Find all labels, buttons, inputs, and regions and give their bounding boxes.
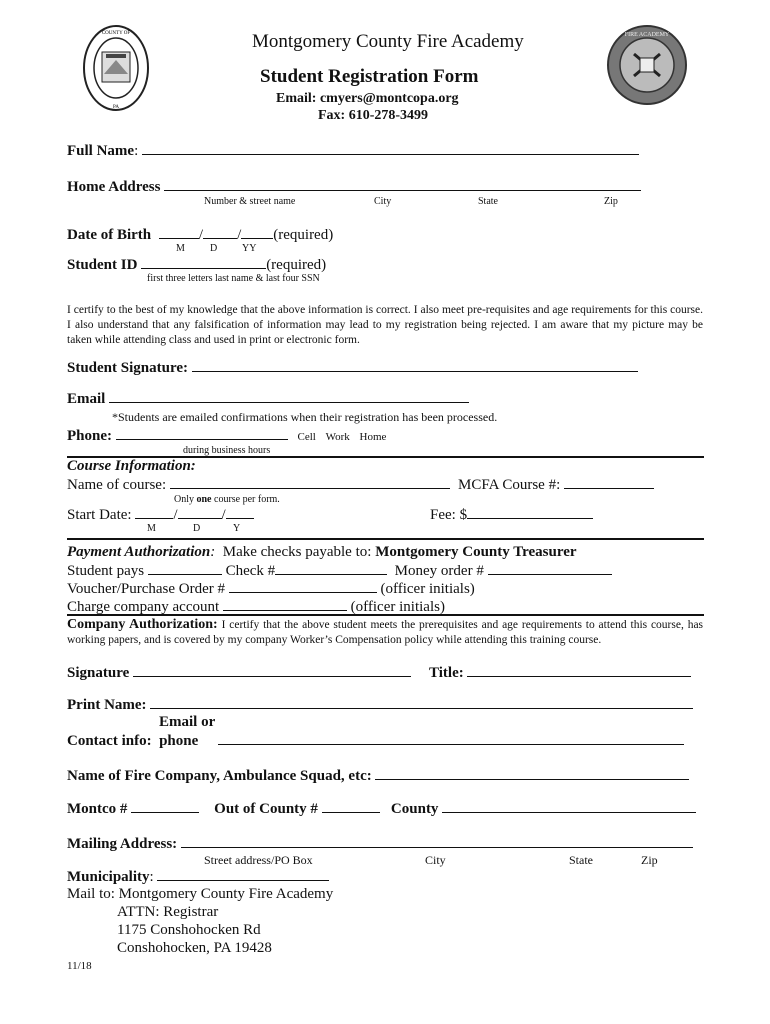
dob-year-field[interactable] [241, 226, 273, 239]
dob-label: Date of Birth [67, 227, 152, 243]
mailing-address-row [67, 835, 693, 853]
start-date-row: Start Date: / / [67, 506, 254, 524]
student-id-field[interactable] [141, 256, 266, 269]
make-checks-label: Make checks payable to: [222, 544, 372, 560]
dob-sep: / [237, 227, 242, 243]
phone-option-cell[interactable]: Cell [297, 431, 316, 443]
student-signature-row [67, 359, 638, 377]
email-label: Email [67, 391, 106, 407]
payment-title-row: Payment Authorization: Make checks payable to: Montgomery County Treasurer [67, 544, 577, 560]
home-address-row [67, 178, 641, 196]
phone-hint: during business hours [183, 445, 271, 456]
addr-hint-state: State [478, 196, 498, 207]
mailing-address-field[interactable] [181, 835, 693, 848]
start-hint-d: D [193, 523, 201, 534]
dob-hint-d: D [210, 243, 218, 254]
start-hint-m: M [147, 523, 156, 534]
print-name-row [67, 696, 693, 714]
student-id-hint: first three letters last name & last four SSN [147, 273, 320, 284]
addr-hint-zip: Zip [604, 196, 618, 207]
mail-city-line: Conshohocken, PA 19428 [117, 940, 272, 956]
charge-field[interactable] [223, 598, 347, 611]
course-hint-post: course per form. [211, 494, 280, 505]
fire-company-row [67, 767, 689, 785]
student-pays-row [67, 562, 612, 580]
course-info-title-text: Course Information [67, 458, 191, 474]
payee-name: Montgomery County Treasurer [375, 544, 577, 560]
mcfa-course-field[interactable] [564, 476, 654, 489]
mail-to-line: Mail to: Montgomery County Fire Academy [67, 886, 334, 902]
certification-text: I certify to the best of my knowledge that the above information is correct. I also meet pre-requisites and age requirements for this course. I also understand that any falsification of information may lead to my registration being rejected. I am aware that my picture may be taken while attending class and used in print or electronic form. [67, 304, 703, 346]
course-name-label: Name of course: [67, 477, 167, 493]
mail-hint-zip: Zip [641, 853, 658, 867]
mail-attn-line: ATTN: Registrar [117, 904, 219, 920]
svg-text:FIRE ACADEMY: FIRE ACADEMY [624, 32, 670, 38]
company-title-field[interactable] [467, 664, 691, 677]
county-seal-logo [82, 24, 150, 112]
email-field[interactable] [109, 390, 469, 403]
student-signature-label: Student Signature: [67, 360, 188, 376]
charge-initials: (officer initials) [350, 599, 445, 615]
student-id-row [67, 256, 326, 274]
student-pays-field[interactable] [148, 562, 222, 575]
home-address-label: Home Address [67, 179, 161, 195]
montco-label: Montco # [67, 801, 128, 817]
phone-row [67, 427, 386, 445]
print-name-field[interactable] [150, 696, 693, 709]
course-info-title: Course Information: [67, 458, 196, 474]
dob-sep: / [198, 227, 204, 243]
phone-label: Phone: [67, 428, 112, 444]
dob-day-field[interactable] [203, 226, 237, 239]
svg-text:PA: PA [113, 105, 119, 110]
full-name-field[interactable] [142, 142, 639, 155]
addr-hint-city: City [374, 196, 392, 207]
email-note: *Students are emailed confirmations when their registration has been processed. [112, 410, 498, 424]
print-name-label: Print Name: [67, 697, 147, 713]
check-label: Check # [225, 563, 276, 579]
mail-hint-city: City [425, 853, 446, 867]
company-title-row [429, 664, 691, 682]
student-id-label: Student ID [67, 257, 138, 273]
charge-label: Charge company account [67, 599, 220, 615]
fire-company-field[interactable] [375, 767, 689, 780]
fee-field[interactable] [467, 506, 593, 519]
money-order-field[interactable] [488, 562, 612, 575]
voucher-initials: (officer initials) [380, 581, 475, 597]
course-hint-pre: Only [174, 494, 197, 505]
start-date-label: Start Date: [67, 507, 132, 523]
municipality-row: Municipality: [67, 868, 329, 886]
phone-field[interactable] [116, 427, 288, 440]
voucher-label: Voucher/Purchase Order # [67, 581, 226, 597]
form-title: Student Registration Form [260, 66, 479, 87]
fire-academy-seal-logo [606, 24, 688, 106]
section-divider [67, 614, 704, 616]
section-divider [67, 538, 704, 540]
start-day-field[interactable] [178, 506, 222, 519]
svg-text:COUNTY OF: COUNTY OF [101, 31, 131, 36]
phone-option-work[interactable]: Work [325, 431, 350, 443]
company-title-label: Title: [429, 665, 464, 681]
course-name-hint [174, 494, 280, 505]
student-id-required: (required) [266, 257, 327, 273]
company-auth-paragraph [67, 617, 703, 648]
municipality-field[interactable] [157, 868, 329, 881]
company-signature-label: Signature [67, 665, 130, 681]
municipality-label: Municipality [67, 869, 150, 885]
contact-fax: Fax: 610-278-3499 [318, 108, 429, 123]
contact-phone-word: phone [159, 733, 199, 749]
contact-email: Email: cmyers@montcopa.org [276, 91, 459, 106]
full-name-label: Full Name [67, 143, 135, 159]
mcfa-course-row [458, 476, 654, 494]
student-signature-field[interactable] [192, 359, 638, 372]
mailing-address-label: Mailing Address: [67, 836, 178, 852]
fire-company-label: Name of Fire Company, Ambulance Squad, etc: [67, 768, 372, 784]
contact-info-field[interactable] [218, 732, 684, 745]
phone-option-home[interactable]: Home [359, 431, 387, 443]
out-county-field[interactable] [322, 800, 380, 813]
home-address-field[interactable] [164, 178, 641, 191]
dob-month-field[interactable] [159, 226, 199, 239]
montco-field[interactable] [131, 800, 199, 813]
county-label: County [390, 801, 439, 817]
voucher-field[interactable] [229, 580, 377, 593]
company-signature-field[interactable] [133, 664, 411, 677]
dob-required: (required) [273, 227, 334, 243]
dob-hint-m: M [176, 243, 185, 254]
form-revision: 11/18 [67, 960, 92, 972]
course-name-field[interactable] [170, 476, 450, 489]
start-year-field[interactable] [226, 506, 254, 519]
dob-hint-yy: YY [242, 243, 257, 254]
course-hint-bold: one [196, 494, 212, 505]
check-number-field[interactable] [275, 562, 387, 575]
payment-title-text: Payment Authorization [67, 544, 211, 560]
mail-hint-street: Street address/PO Box [204, 853, 313, 867]
contact-info-row [67, 732, 684, 750]
contact-info-label: Contact info: [67, 733, 152, 749]
county-field[interactable] [442, 800, 696, 813]
out-county-label: Out of County # [214, 801, 318, 817]
student-pays-label: Student pays [67, 563, 145, 579]
fee-label: Fee: $ [430, 507, 468, 523]
start-month-field[interactable] [135, 506, 173, 519]
fee-row [430, 506, 593, 524]
full-name-row: Full Name: [67, 142, 639, 160]
company-auth-title: Company Authorization: [67, 617, 218, 632]
addr-hint-street: Number & street name [204, 196, 296, 207]
payment-title [67, 544, 210, 560]
voucher-row [67, 580, 475, 598]
company-auth-text: I certify that the above student meets the prerequisites and age requirements to attend this course, has working papers, and is covered by my company Worker’s Compensation policy while attending this training course. [67, 619, 704, 646]
mcfa-course-label: MCFA Course #: [458, 477, 561, 493]
dob-row [67, 226, 333, 244]
mail-hint-state: State [569, 853, 593, 867]
start-hint-y: Y [233, 523, 241, 534]
money-order-label: Money order # [394, 563, 484, 579]
academy-name: Montgomery County Fire Academy [252, 31, 524, 52]
email-or-label: Email or [159, 714, 216, 730]
email-row [67, 390, 469, 408]
mail-street-line: 1175 Conshohocken Rd [117, 922, 261, 938]
county-row [67, 800, 696, 818]
company-signature-row [67, 664, 411, 682]
course-name-row [67, 476, 450, 494]
